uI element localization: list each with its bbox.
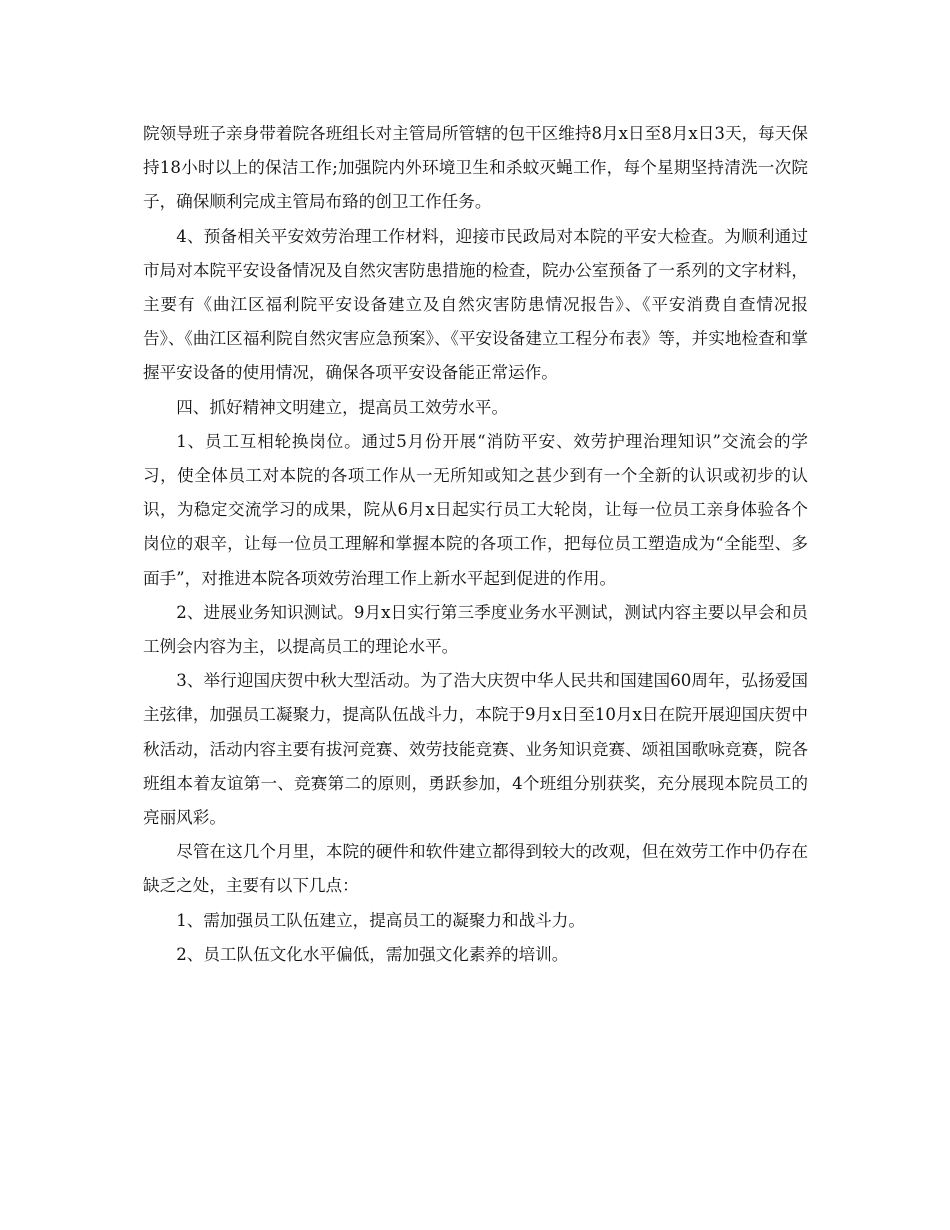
document-page bbox=[143, 117, 808, 972]
paragraph-sanitation-work: 院领导班子亲身带着院各班组长对主管局所管辖的包干区维持8月x日至8月x日3天，每天保持18小时以上的保洁工作;加强院内外环境卫生和杀蚊灭蝇工作，每个星期坚持清洗一次院子，确保顺利完成主管局布臵的创卫工作任务。 bbox=[143, 124, 808, 212]
paragraph-shortcomings-intro: 尽管在这几个月里，本院的硬件和软件建立都得到较大的改观，但在效劳工作中仍存在缺乏之处，主要有以下几点： bbox=[143, 842, 808, 896]
paragraph-shortcoming-2: 2、员工队伍文化水平偏低，需加强文化素养的培训。 bbox=[176, 944, 569, 964]
paragraph-job-rotation: 1、员工互相轮换岗位。通过5月份开展“消防平安、效劳护理治理知识”交流会的学习，使全体员工对本院的各项工作从一无所知或知之甚少到有一个全新的认识或初步的认识，为稳定交流学习的成果，院从6月x日起实行员工大轮岗，让每一位员工亲身体验各个岗位的艰辛，让每一位员工理解和掌握本院的各项工作，把每位员工塑造成为“全能型、多面手”，对推进本院各项效劳治理工作上新水平起到促进的作用。 bbox=[143, 431, 808, 588]
paragraph-shortcoming-1: 1、需加强员工队伍建立，提高员工的凝聚力和战斗力。 bbox=[176, 910, 585, 930]
paragraph-national-day-activity: 3、举行迎国庆贺中秋大型活动。为了浩大庆贺中华人民共和国建国60周年，弘扬爱国主弦律，加强员工凝聚力，提高队伍战斗力，本院于9月x日至10月x日在院开展迎国庆贺中秋活动，活动内容主要有拔河竞赛、效劳技能竞赛、业务知识竞赛、颂祖国歌咏竞赛，院各班组本着友谊第一、竞赛第二的原则，勇跃参加，4个班组分别获奖，充分展现本院员工的亮丽风彩。 bbox=[143, 671, 808, 828]
paragraph-knowledge-test: 2、进展业务知识测试。9月x日实行第三季度业务水平测试，测试内容主要以早会和员工例会内容为主，以提高员工的理论水平。 bbox=[143, 602, 808, 657]
section-heading-civilization: 四、抓好精神文明建立，提高员工效劳水平。 bbox=[176, 397, 509, 417]
paragraph-safety-materials: 4、预备相关平安效劳治理工作材料，迎接市民政局对本院的平安大检查。为顺利通过市局对本院平安设备情况及自然灾害防患措施的检查，院办公室预备了一系列的文字材料，主要有《曲江区福利院平安设备建立及自然灾害防患情况报告》、《平安消费自查情况报告》、《曲江区福利院自然灾害应急预案》、《平安设备建立工程分布表》等，并实地检查和掌握平安设备的使用情况，确保各项平安设备能正常运作。 bbox=[143, 226, 808, 383]
